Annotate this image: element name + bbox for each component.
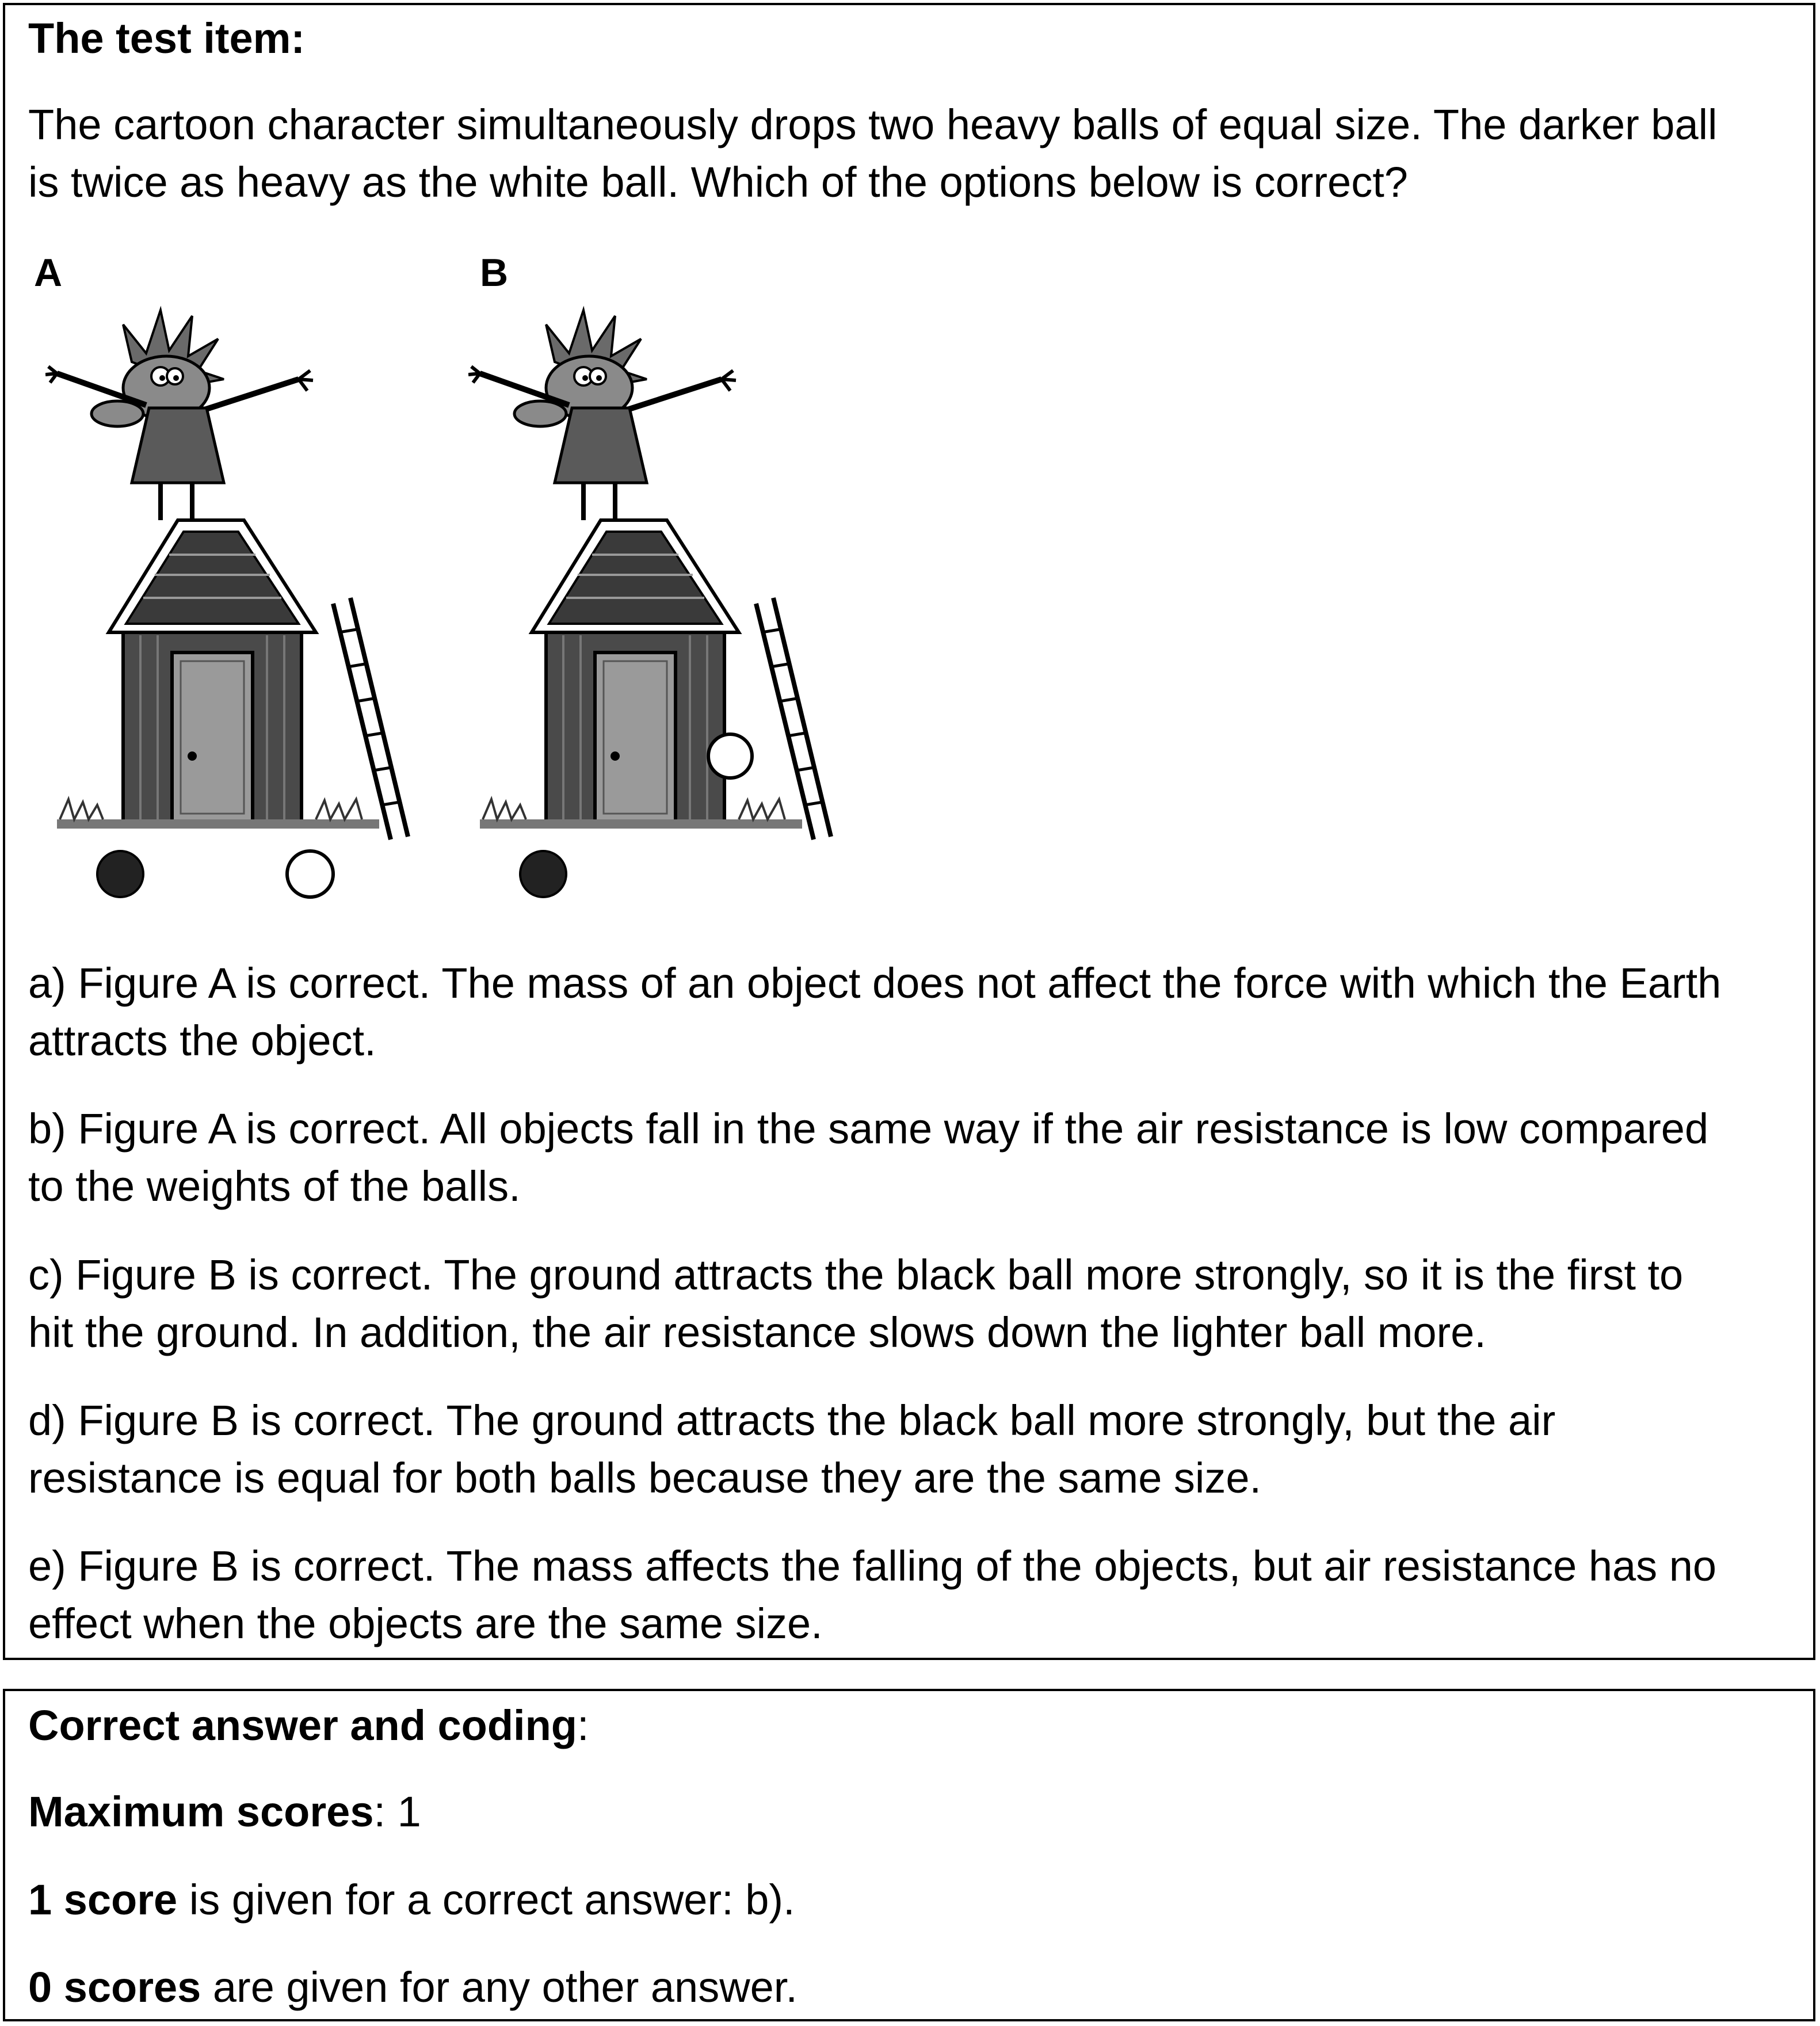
test-item-heading: The test item:: [28, 14, 306, 62]
dark-ball-icon: [520, 851, 566, 897]
question-line-2: is twice as heavy as the white ball. Which of the options below is correct?: [28, 158, 1408, 206]
figure-b-illustration: [468, 299, 848, 909]
option-c-line-2: hit the ground. In addition, the air resistance slows down the lighter ball more.: [28, 1308, 1486, 1356]
dark-ball-icon: [97, 851, 143, 897]
figure-b-label: B: [480, 251, 509, 295]
figure-a-illustration: [45, 299, 425, 909]
option-a-line-1: a) Figure A is correct. The mass of an object does not affect the force with which the Earth: [28, 959, 1722, 1007]
one-score-text: is given for a correct answer: b).: [177, 1876, 795, 1924]
ladder-icon: [756, 598, 831, 840]
shed-icon: [532, 520, 739, 822]
zero-score-text: are given for any other answer.: [201, 1963, 798, 2011]
option-a-line-2: attracts the object.: [28, 1017, 376, 1064]
answer-heading: [28, 1697, 589, 1754]
test-item-box: [3, 3, 1815, 1660]
option-e-line-1: e) Figure B is correct. The mass affects the falling of the objects, but air resistance has no: [28, 1542, 1717, 1590]
maximum-scores: [28, 1783, 421, 1841]
character-icon: [45, 310, 313, 520]
answer-heading-rest: :: [577, 1701, 589, 1749]
maximum-scores-label: Maximum scores: [28, 1788, 374, 1836]
shed-icon: [109, 520, 316, 822]
option-d-line-2: resistance is equal for both balls because they are the same size.: [28, 1454, 1262, 1502]
answer-box: [3, 1689, 1815, 2021]
question-line-1: The cartoon character simultaneously drops two heavy balls of equal size. The darker ball: [28, 101, 1718, 148]
ladder-icon: [333, 598, 408, 840]
option-b-line-1: b) Figure A is correct. All objects fall in the same way if the air resistance is low compared: [28, 1105, 1709, 1153]
one-score-rule: [28, 1871, 795, 1929]
answer-heading-bold: Correct answer and coding: [28, 1701, 577, 1749]
option-d-line-1: d) Figure B is correct. The ground attracts the black ball more strongly, but the air: [28, 1397, 1556, 1444]
character-icon: [468, 310, 736, 520]
figure-a-label: A: [34, 251, 63, 295]
white-ball-icon: [708, 734, 752, 778]
option-e-line-2: effect when the objects are the same size.: [28, 1600, 823, 1647]
maximum-scores-value: : 1: [373, 1788, 421, 1836]
zero-score-label: 0 scores: [28, 1963, 201, 2011]
zero-score-rule: [28, 1959, 798, 2016]
one-score-label: 1 score: [28, 1876, 178, 1924]
option-b-line-2: to the weights of the balls.: [28, 1162, 521, 1210]
option-c-line-1: c) Figure B is correct. The ground attracts the black ball more strongly, so it is the first to: [28, 1251, 1684, 1299]
white-ball-icon: [287, 851, 333, 897]
